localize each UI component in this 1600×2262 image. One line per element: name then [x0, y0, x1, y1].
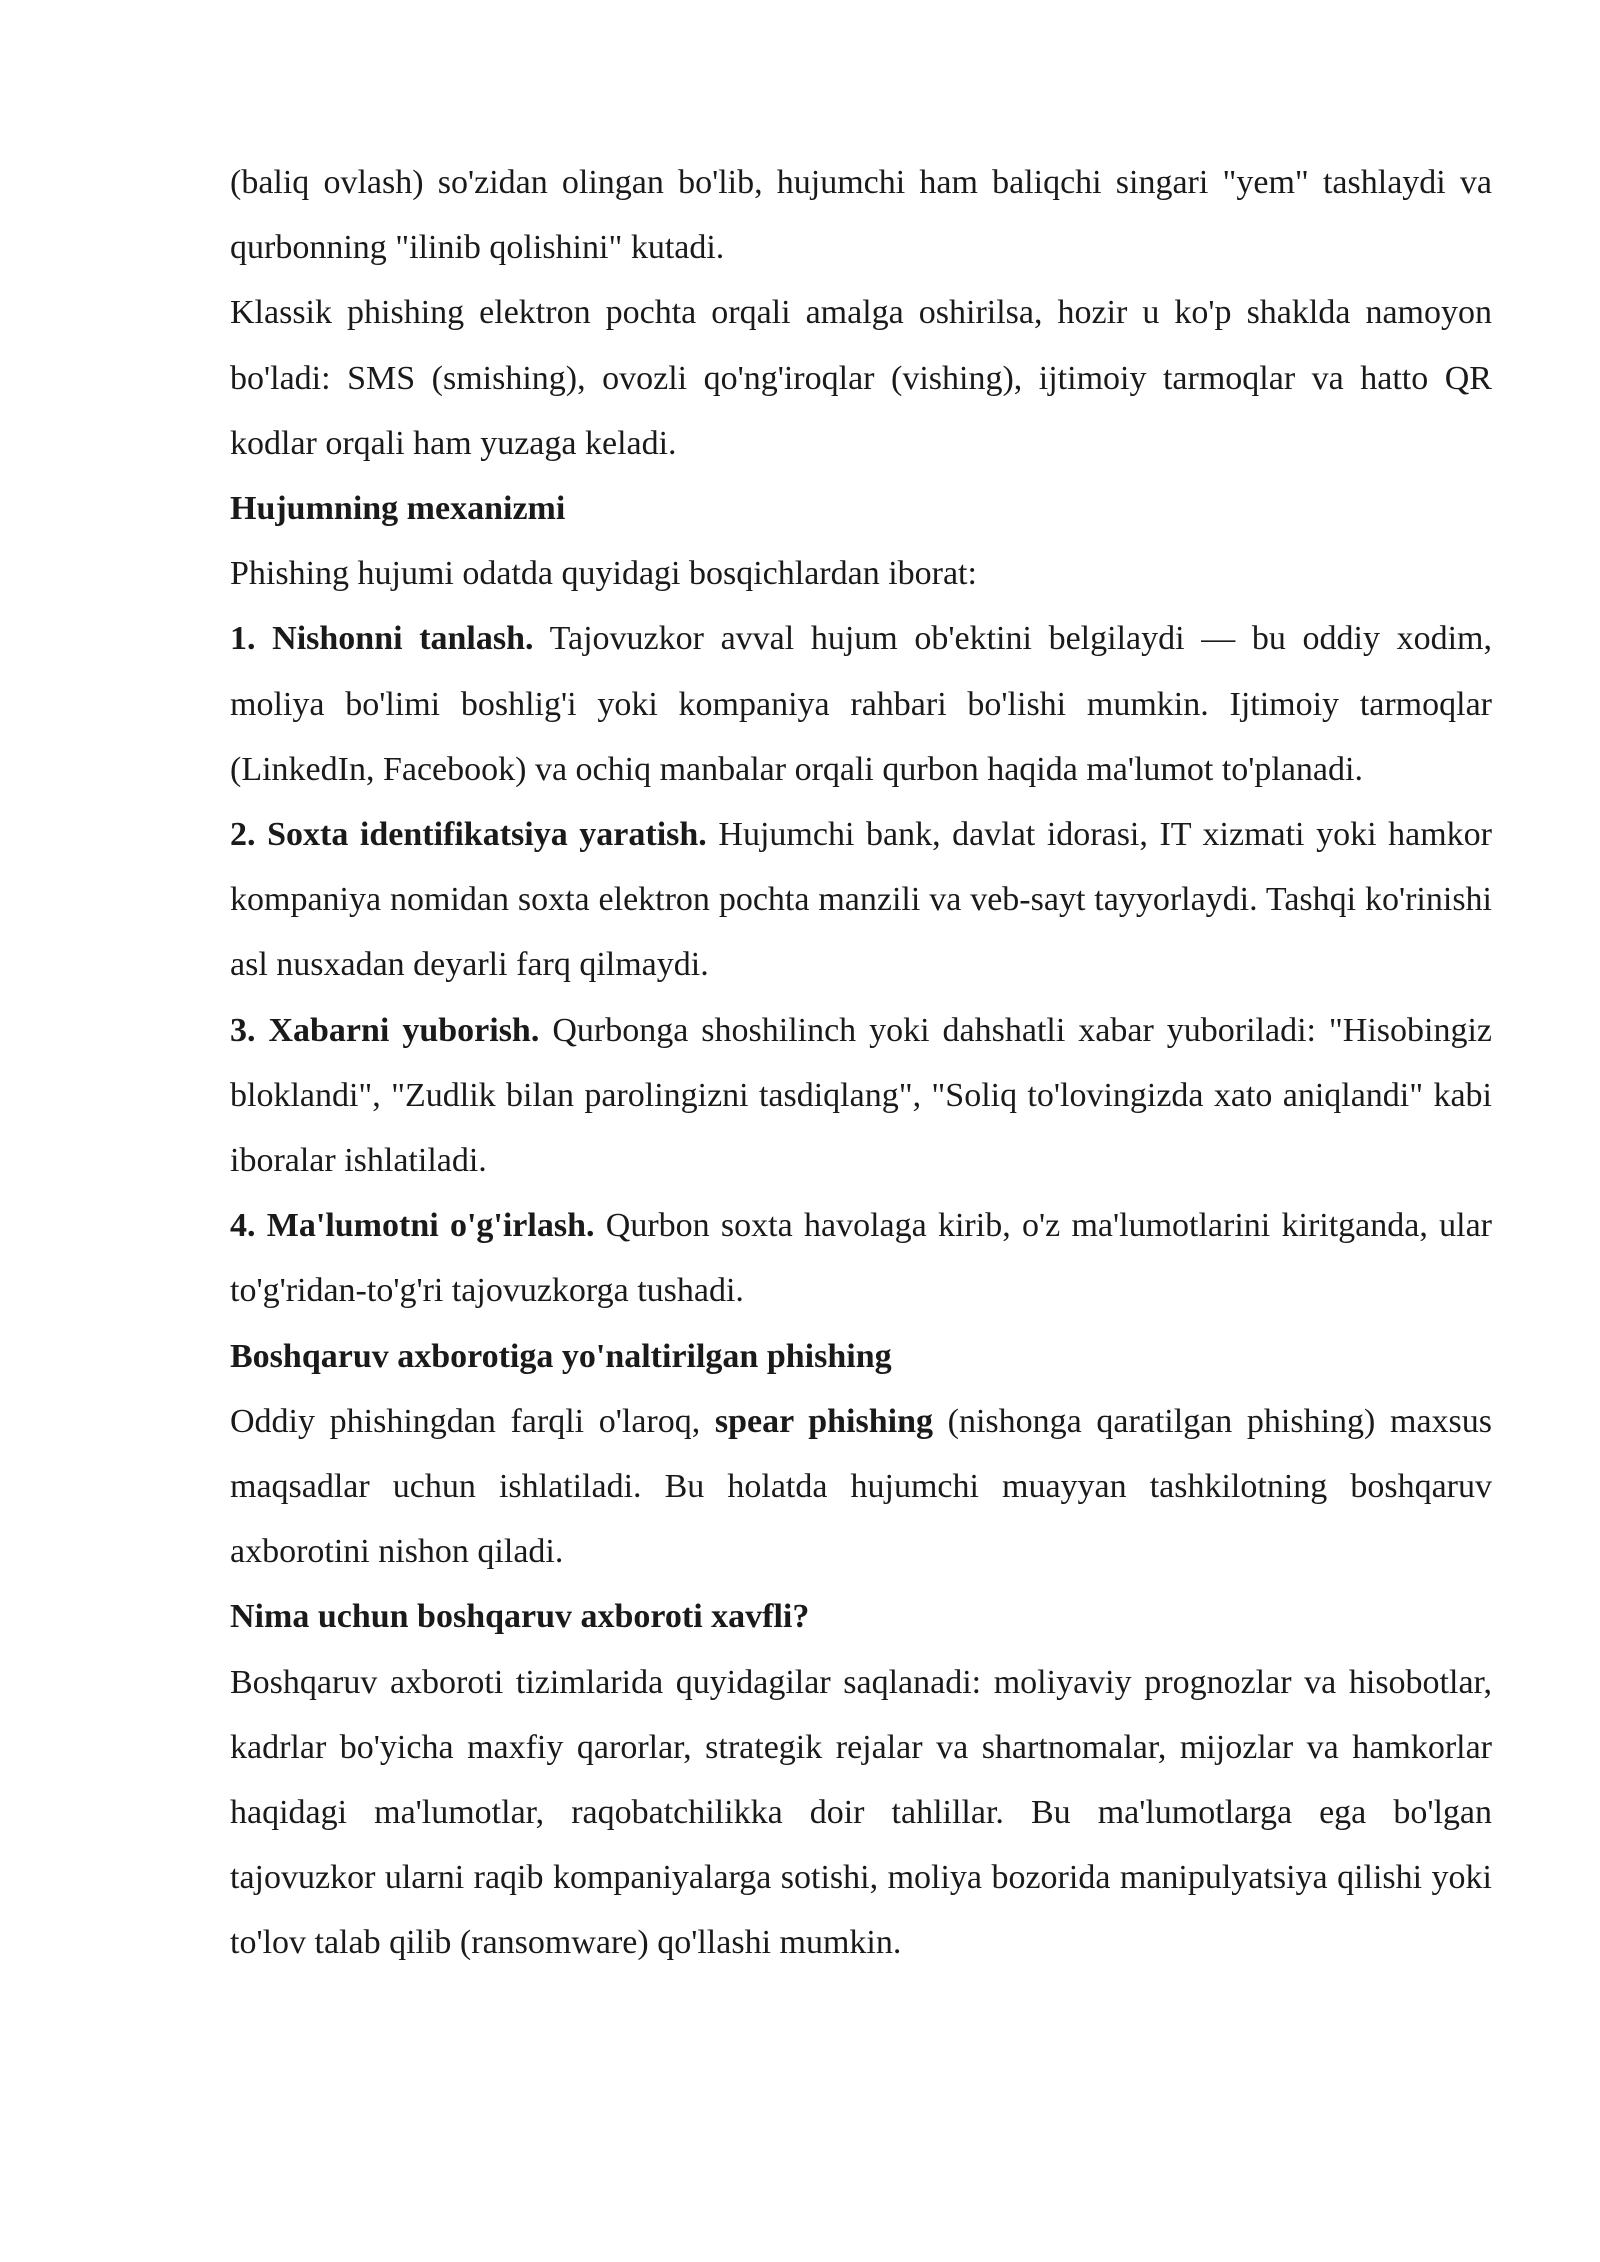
step-title-4: 4. Ma'lumotni o'g'irlash. — [230, 1207, 595, 1245]
spear-bold-term: spear phishing — [714, 1402, 933, 1440]
spear-text-before: Oddiy phishingdan farqli o'laroq, — [230, 1402, 701, 1440]
spear-text-after: (nishonga qaratilgan phishing) maxsus maqsadlar uchun ishlatiladi. Bu holatda hujumchi muayyan tashkilotning boshqaruv axborotini nishon qiladi. — [230, 1402, 1493, 1571]
section-heading-spear-phishing: Boshqaruv axborotiga yo'naltirilgan phishing — [230, 1337, 892, 1375]
section-heading-attack-mechanism: Hujumning mexanizmi — [230, 490, 566, 528]
spear-phishing-paragraph — [230, 1389, 1492, 1585]
step-item-2 — [230, 802, 1492, 998]
step-item-3 — [230, 998, 1492, 1194]
step-text-2: Hujumchi bank, davlat idorasi, IT xizmati yoki hamkor kompaniya nomidan soxta elektron pochta manzili va veb-sayt tayyorlaydi. Tashqi ko'rinishi asl nusxadan deyarli farq qilmaydi. — [230, 816, 1492, 984]
step-item-4 — [230, 1193, 1492, 1323]
step-text-4: Qurbon soxta havolaga kirib, o'z ma'lumotlarini kiritganda, ular to'g'ridan-to'g'ri tajovuzkorga tushadi. — [230, 1207, 1492, 1310]
section-lead-paragraph: Phishing hujumi odatda quyidagi bosqichlardan iborat: — [230, 555, 977, 593]
step-text-1: Tajovuzkor avval hujum ob'ektini belgilaydi — bu oddiy xodim, moliya bo'limi boshlig'i yoki kompaniya rahbari bo'lishi mumkin. Ijtimoiy tarmoqlar (LinkedIn, Facebook) va ochiq manbalar orqali qurbon haqida ma'lumot to'planadi. — [230, 620, 1492, 788]
step-title-3: 3. Xabarni yuborish. — [230, 1011, 540, 1049]
document-page — [230, 150, 1492, 1976]
section-heading-why-dangerous: Nima uchun boshqaruv axboroti xavfli? — [230, 1598, 810, 1636]
step-title-1: 1. Nishonni tanlash. — [230, 620, 534, 658]
intro-paragraph-1: (baliq ovlash) so'zidan olingan bo'lib, hujumchi ham baliqchi singari "yem" tashlaydi va qurbonning "ilinib qolishini" kutadi. — [230, 164, 1492, 267]
step-item-1 — [230, 606, 1492, 802]
why-dangerous-paragraph: Boshqaruv axboroti tizimlarida quyidagilar saqlanadi: moliyaviy prognozlar va hisobotlar, kadrlar bo'yicha maxfiy qarorlar, strategik rejalar va shartnomalar, mijozlar va hamkorlar haqidagi ma'lumotlar, raqobatchilikka doir tahlillar. Bu ma'lumotlarga ega bo'lgan tajovuzkor ularni raqib kompaniyalarga sotishi, moliya bozorida manipulyatsiya qilishi yoki to'lov talab qilib (ransomware) qo'llashi mumkin. — [230, 1663, 1492, 1962]
intro-paragraph-2: Klassik phishing elektron pochta orqali amalga oshirilsa, hozir u ko'p shaklda namoyon bo'ladi: SMS (smishing), ovozli qo'ng'iroqlar (vishing), ijtimoiy tarmoqlar va hatto QR kodlar orqali ham yuzaga keladi. — [230, 294, 1492, 462]
step-text-3: Qurbonga shoshilinch yoki dahshatli xabar yuboriladi: "Hisobingiz bloklandi", "Zudlik bilan parolingizni tasdiqlang", "Soliq to'lovingizda xato aniqlandi" kabi iboralar ishlatiladi. — [230, 1011, 1493, 1180]
step-title-2: 2. Soxta identifikatsiya yaratish. — [230, 816, 707, 854]
